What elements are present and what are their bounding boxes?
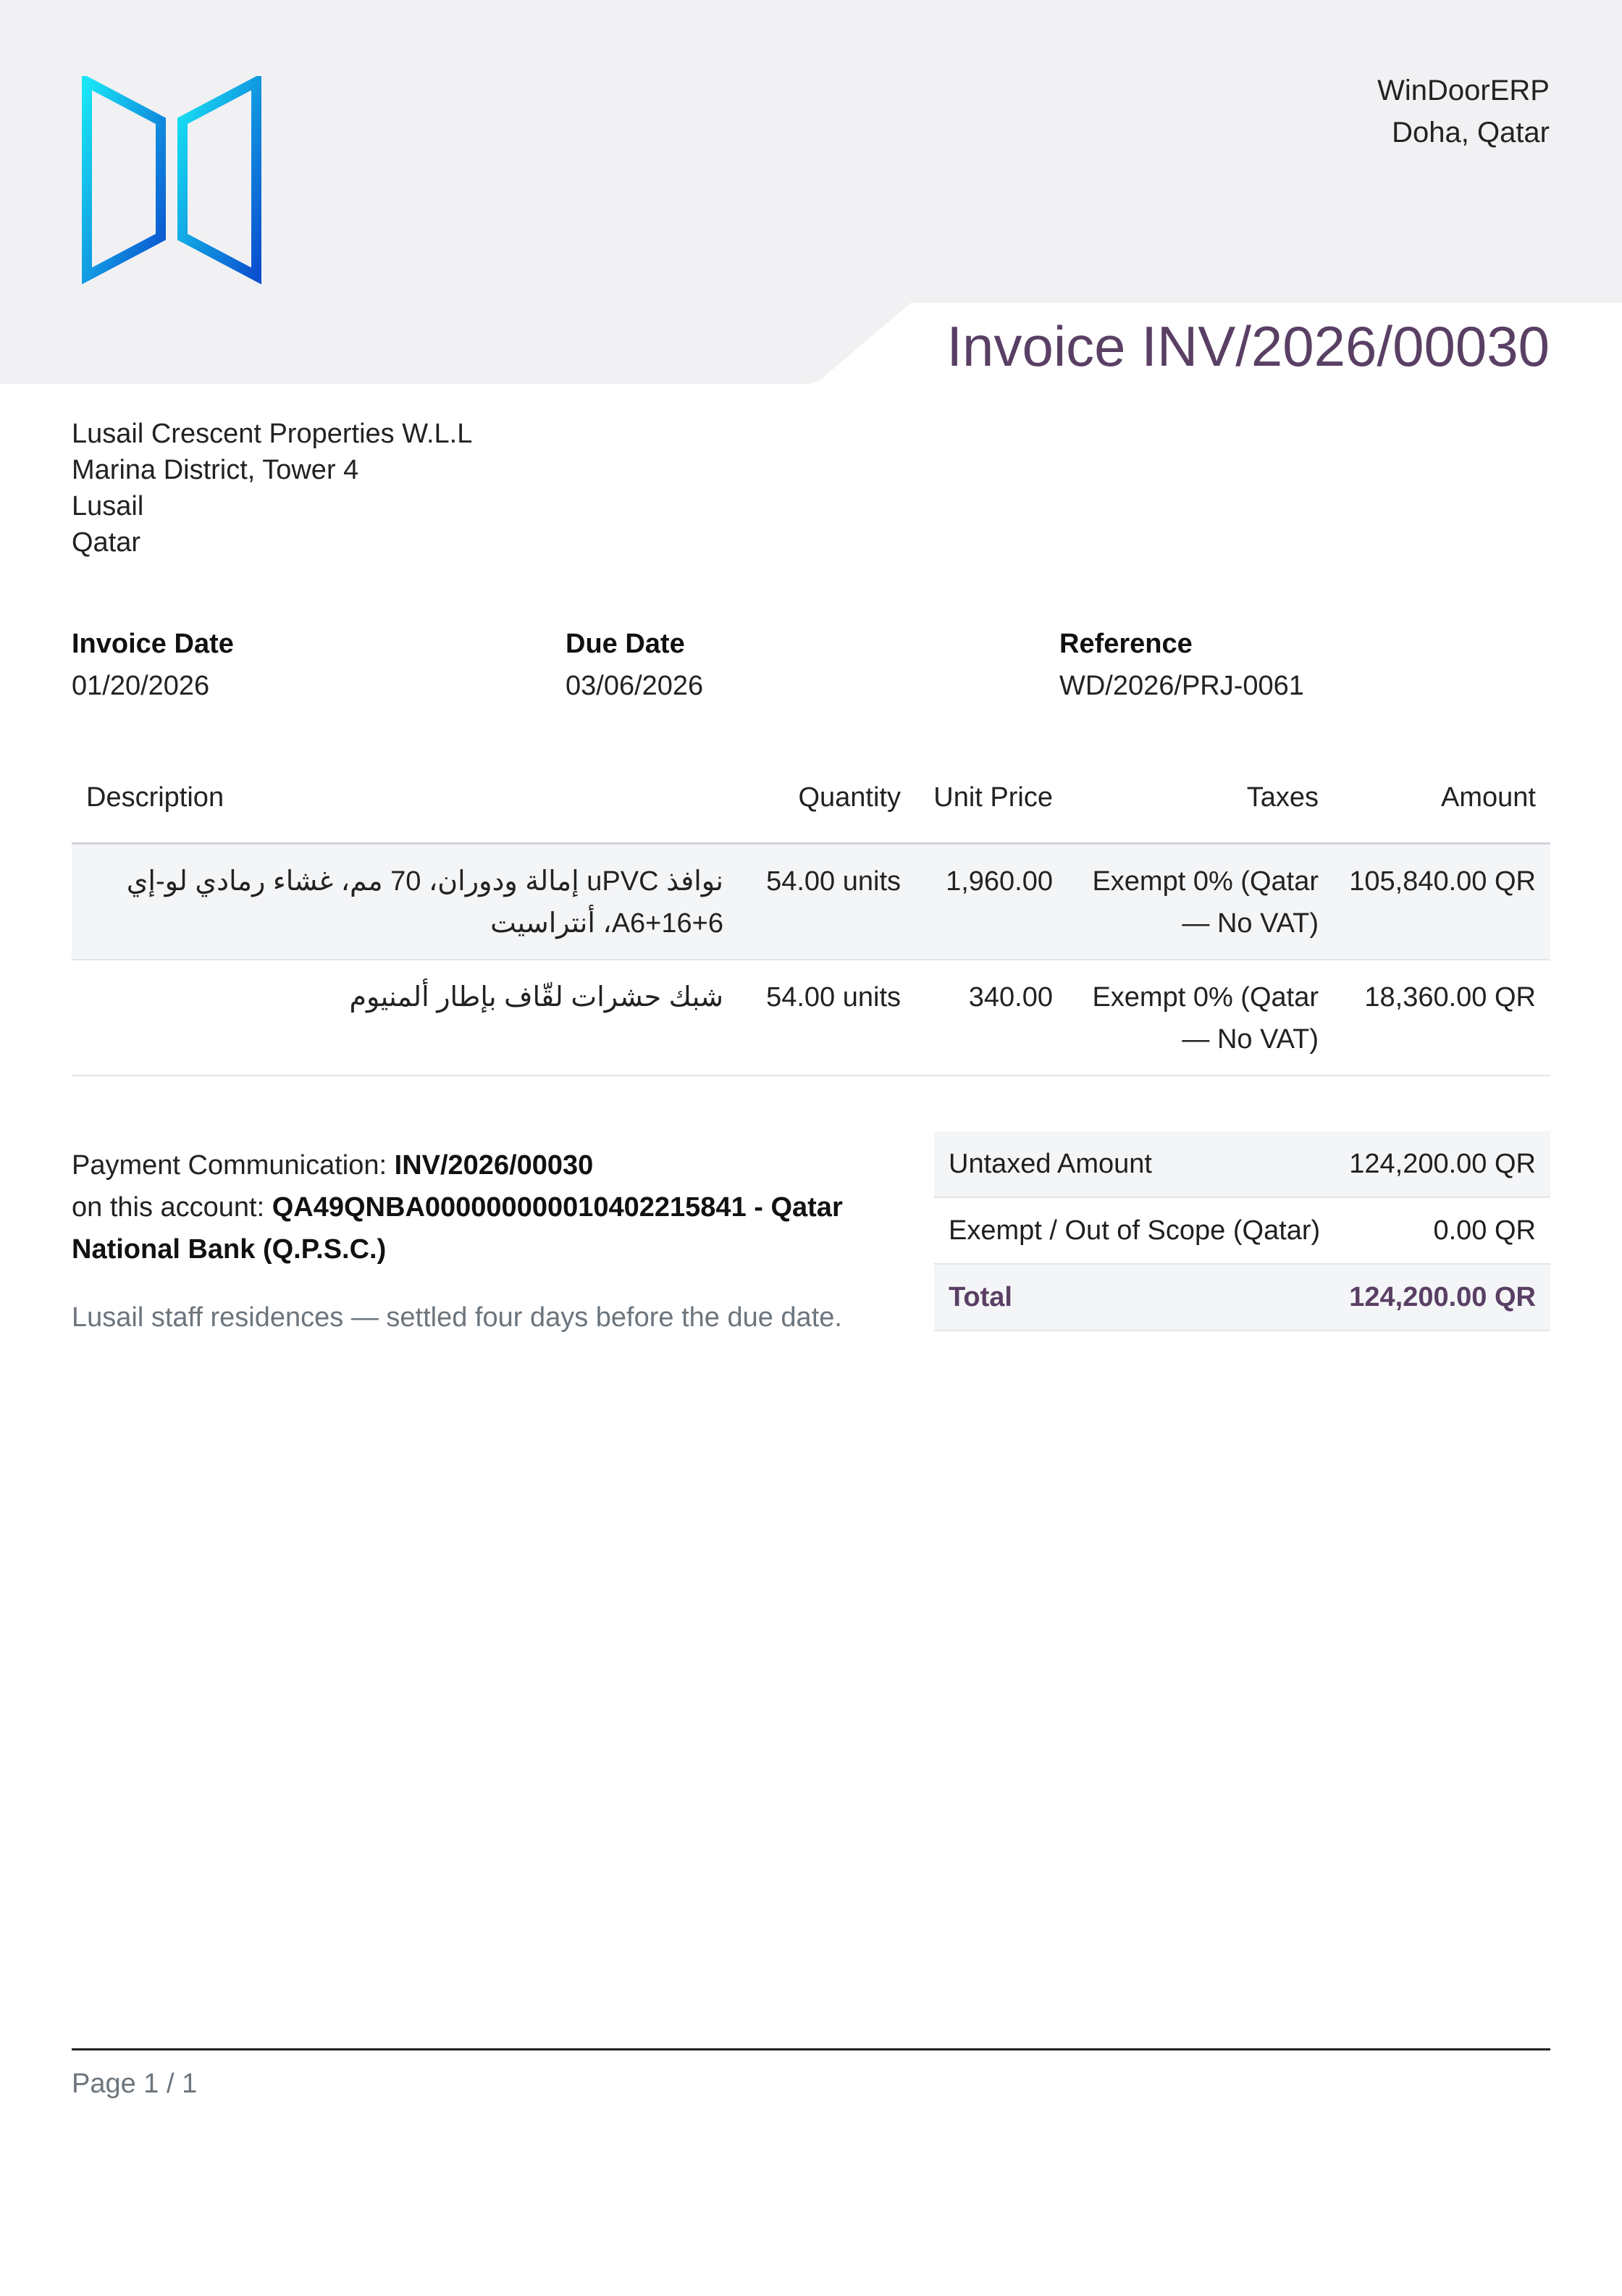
footer-divider [72,2048,1550,2050]
untaxed-value: 124,200.00 QR [1335,1131,1550,1197]
exempt-label: Exempt / Out of Scope (Qatar) [934,1197,1335,1264]
line-taxes: Exempt 0% (Qatar — No VAT) [1067,960,1333,1076]
totals-row-total [934,1264,1550,1331]
payment-account-value: QA49QNBA000000000010402215841 - Qatar National Bank (Q.P.S.C.) [72,1192,843,1265]
customer-address [72,416,472,561]
totals-row-untaxed [934,1131,1550,1197]
line-amount: 18,360.00 QR [1333,960,1550,1076]
line-taxes: Exempt 0% (Qatar — No VAT) [1067,843,1333,960]
col-description: Description [72,753,738,843]
col-unit-price: Unit Price [915,753,1067,843]
customer-city: Lusail [72,491,144,521]
col-taxes: Taxes [1067,753,1333,843]
exempt-value: 0.00 QR [1335,1197,1550,1264]
table-row [72,843,1550,960]
company-block [1377,70,1550,154]
due-date-value: 03/06/2026 [566,671,704,701]
totals-row-exempt [934,1197,1550,1264]
payment-account-label: on this account: [72,1192,265,1223]
line-description: نوافذ uPVC إمالة ودوران، 70 مم، غشاء رمادي لو-إي 6+A6+16، أنتراسيت [72,843,738,960]
table-header-row [72,753,1550,843]
customer-street: Marina District, Tower 4 [72,455,359,485]
page-number: Page 1 / 1 [72,2069,198,2099]
line-quantity: 54.00 units [738,960,915,1076]
totals-table [934,1131,1550,1331]
customer-name: Lusail Crescent Properties W.L.L [72,419,473,449]
total-label: Total [934,1264,1335,1331]
invoice-date-value: 01/20/2026 [72,671,210,701]
col-amount: Amount [1333,753,1550,843]
payment-communication [72,1144,868,1270]
line-amount: 105,840.00 QR [1333,843,1550,960]
company-name: WinDoorERP [1377,75,1550,106]
reference-block [1059,626,1304,704]
line-description: شبك حشرات لقّاف بإطار ألمنيوم [72,960,738,1076]
invoice-note: Lusail staff residences — settled four days before the due date. [72,1302,842,1333]
reference-label: Reference [1059,629,1193,659]
untaxed-label: Untaxed Amount [934,1131,1335,1197]
invoice-date-block [72,626,234,704]
payment-comm-value: INV/2026/00030 [394,1150,594,1181]
line-unit-price: 1,960.00 [915,843,1067,960]
payment-comm-label: Payment Communication: [72,1150,387,1181]
window-frame-logo-icon [81,76,262,286]
customer-country: Qatar [72,527,141,558]
invoice-date-label: Invoice Date [72,629,234,659]
due-date-block [566,626,703,704]
table-row [72,960,1550,1076]
col-quantity: Quantity [738,753,915,843]
total-value: 124,200.00 QR [1335,1264,1550,1331]
invoice-lines-table [72,753,1550,1076]
line-quantity: 54.00 units [738,843,915,960]
line-unit-price: 340.00 [915,960,1067,1076]
company-location: Doha, Qatar [1392,117,1550,148]
reference-value: WD/2026/PRJ-0061 [1059,671,1304,701]
due-date-label: Due Date [566,629,685,659]
invoice-title: Invoice INV/2026/00030 [946,314,1550,378]
